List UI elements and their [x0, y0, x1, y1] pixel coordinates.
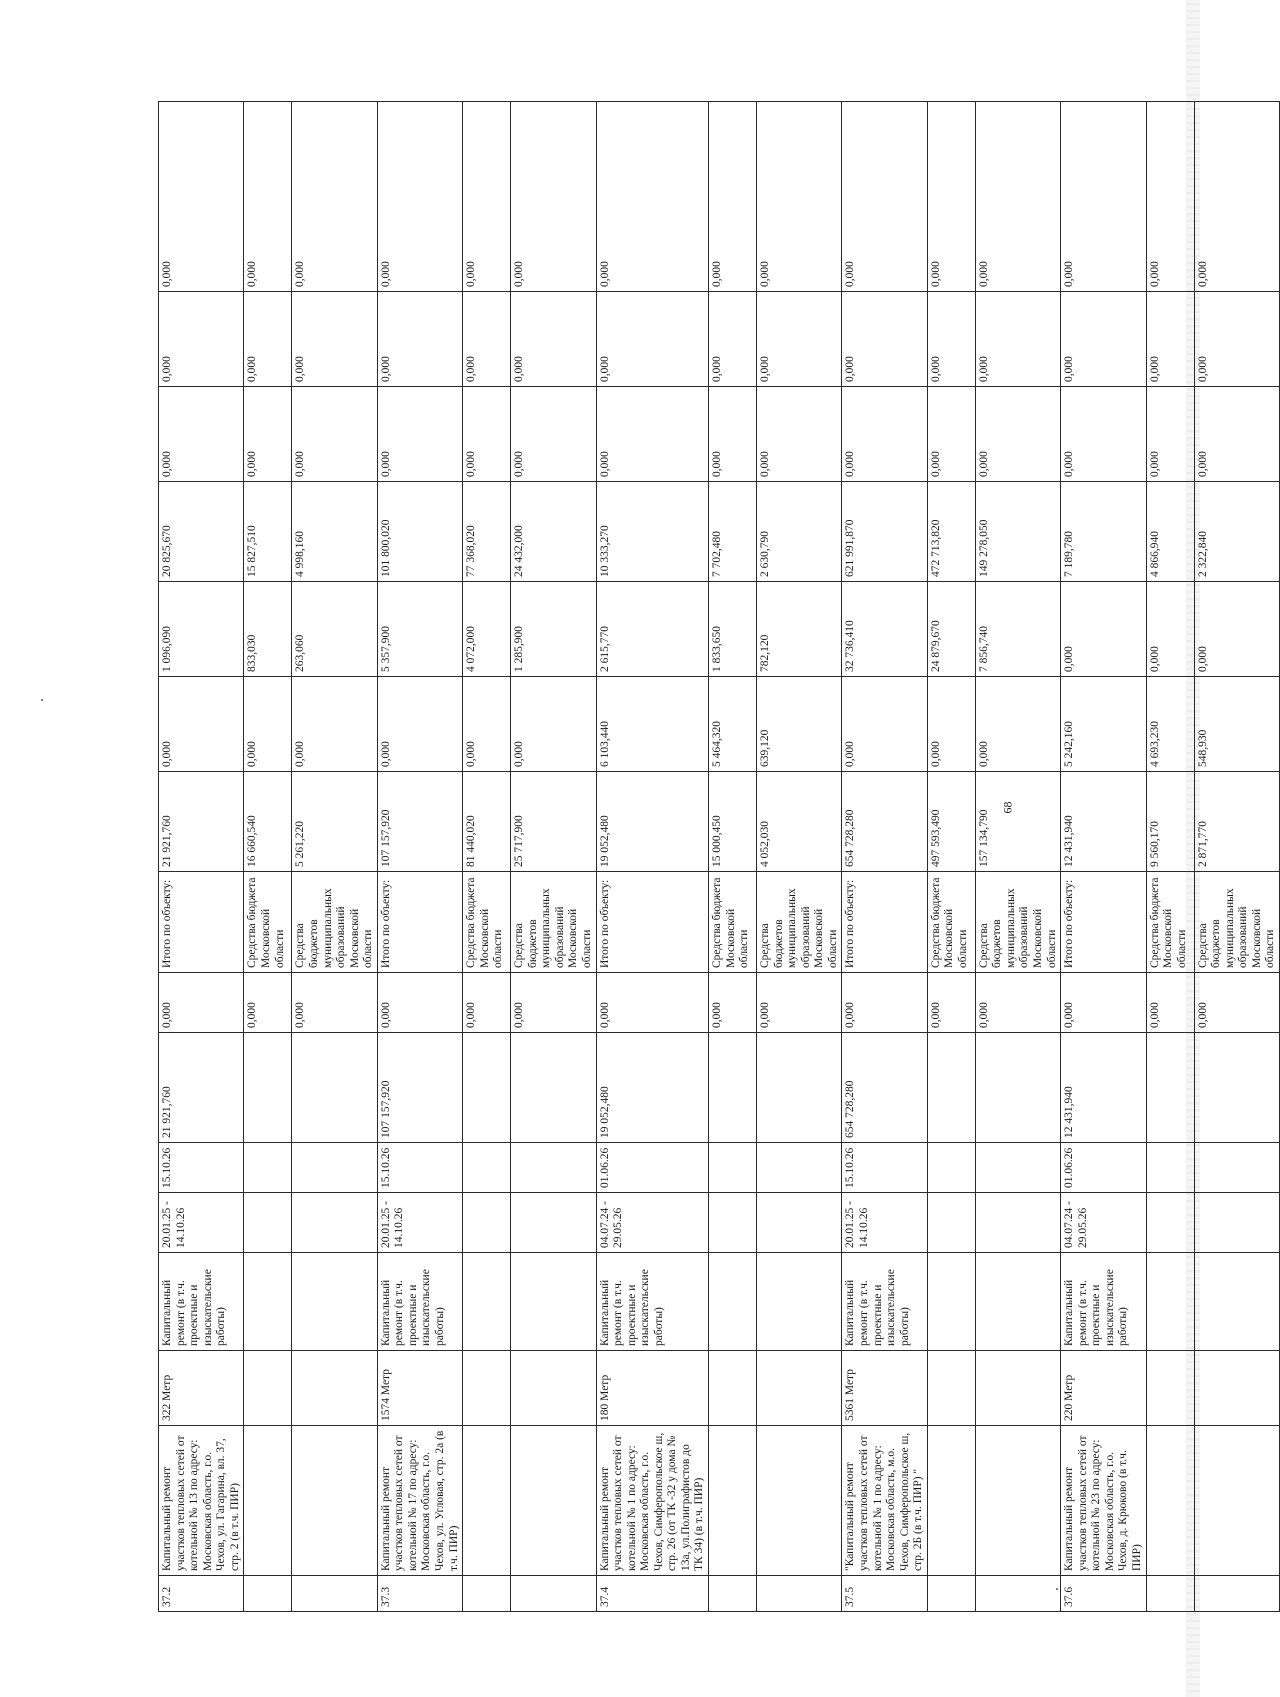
amount-2028: 0,000 — [927, 292, 975, 387]
amount-2027: 0,000 — [709, 387, 757, 482]
amount-2027: 0,000 — [377, 387, 462, 482]
capacity: 220 Метр — [1061, 1351, 1146, 1426]
amount-2025: 0,000 — [1061, 582, 1146, 677]
capacity — [511, 1351, 596, 1426]
amount-2024: 639,120 — [757, 677, 842, 772]
amount-2026: 7 189,780 — [1061, 482, 1146, 582]
object-name — [757, 1426, 842, 1576]
total-amount: 25 717,900 — [511, 772, 596, 872]
amount-2025: 7 856,740 — [975, 582, 1060, 677]
amount-2025: 4 072,000 — [463, 582, 511, 677]
funding-source: Средства бюджетов муниципальных образований Московской области — [1194, 872, 1279, 973]
amount-2028: 0,000 — [244, 292, 292, 387]
amount-2026: 2 630,790 — [757, 482, 842, 582]
table-row — [927, 102, 975, 1612]
table-row — [757, 102, 842, 1612]
remaining-amount: 0,000 — [975, 102, 1060, 292]
remaining-amount: 0,000 — [842, 102, 927, 292]
amount-2028: 0,000 — [1061, 292, 1146, 387]
amount-2027: 0,000 — [1194, 387, 1279, 482]
scan-speck — [41, 699, 43, 701]
work-type: Капитальный ремонт (в т.ч. проектные и изыскательские работы) — [596, 1253, 709, 1351]
funded-amount: 0,000 — [842, 973, 927, 1033]
remaining-amount: 0,000 — [292, 102, 377, 292]
amount-2027: 0,000 — [292, 387, 377, 482]
row-number: 37.5 — [842, 1576, 927, 1612]
amount-2026: 472 713,820 — [927, 482, 975, 582]
amount-2026: 20 825,670 — [159, 482, 244, 582]
commission-date — [244, 1143, 292, 1193]
work-period: 04.07.24 - 29.05.26 — [596, 1193, 709, 1253]
work-type — [244, 1253, 292, 1351]
amount-2024: 0,000 — [842, 677, 927, 772]
commission-date — [927, 1143, 975, 1193]
object-name: Капитальный ремонт участков тепловых сетей от котельной № 13 по адресу: Московская область, г.о. Чехов, ул. Гагарина, вл. 37, стр. 2 (в т.ч. ПИР) — [159, 1426, 244, 1576]
table-row — [709, 102, 757, 1612]
amount-2028: 0,000 — [757, 292, 842, 387]
work-period — [292, 1193, 377, 1253]
capacity: 5361 Метр — [842, 1351, 927, 1426]
funding-source: Итого по объекту: — [377, 872, 462, 973]
rotated-page — [158, 102, 1277, 1612]
funding-source: Средства бюджетов муниципальных образований Московской области — [975, 872, 1060, 973]
remaining-amount: 0,000 — [1194, 102, 1279, 292]
row-number — [1194, 1576, 1279, 1612]
table-body — [159, 102, 1280, 1612]
estimated-cost — [463, 1033, 511, 1143]
funding-source: Средства бюджета Московской области — [709, 872, 757, 973]
amount-2027: 0,000 — [842, 387, 927, 482]
amount-2025: 2 615,770 — [596, 582, 709, 677]
budget-table — [158, 101, 1280, 1612]
estimated-cost — [975, 1033, 1060, 1143]
work-type: Капитальный ремонт (в т.ч. проектные и изыскательские работы) — [1061, 1253, 1146, 1351]
commission-date: 15.10.26 — [842, 1143, 927, 1193]
funded-amount: 0,000 — [377, 973, 462, 1033]
amount-2028: 0,000 — [292, 292, 377, 387]
funded-amount: 0,000 — [159, 973, 244, 1033]
amount-2024: 6 103,440 — [596, 677, 709, 772]
amount-2026: 101 800,020 — [377, 482, 462, 582]
work-period: 20.01.25 - 14.10.26 — [842, 1193, 927, 1253]
amount-2025: 263,060 — [292, 582, 377, 677]
funded-amount: 0,000 — [511, 973, 596, 1033]
funding-source: Средства бюджета Московской области — [927, 872, 975, 973]
amount-2027: 0,000 — [757, 387, 842, 482]
commission-date — [463, 1143, 511, 1193]
total-amount: 19 052,480 — [596, 772, 709, 872]
amount-2027: 0,000 — [463, 387, 511, 482]
estimated-cost — [709, 1033, 757, 1143]
commission-date — [709, 1143, 757, 1193]
total-amount: 4 052,030 — [757, 772, 842, 872]
capacity: 322 Метр — [159, 1351, 244, 1426]
work-period — [757, 1193, 842, 1253]
remaining-amount: 0,000 — [757, 102, 842, 292]
remaining-amount: 0,000 — [1146, 102, 1194, 292]
table-row — [975, 102, 1060, 1612]
row-number — [463, 1576, 511, 1612]
page-number: 68 — [1000, 801, 1015, 814]
remaining-amount: 0,000 — [596, 102, 709, 292]
amount-2024: 5 464,320 — [709, 677, 757, 772]
amount-2026: 10 333,270 — [596, 482, 709, 582]
total-amount: 9 560,170 — [1146, 772, 1194, 872]
row-number — [292, 1576, 377, 1612]
total-amount: 654 728,280 — [842, 772, 927, 872]
estimated-cost — [927, 1033, 975, 1143]
total-amount: 21 921,760 — [159, 772, 244, 872]
remaining-amount: 0,000 — [244, 102, 292, 292]
row-number: 37.4 — [596, 1576, 709, 1612]
capacity — [1146, 1351, 1194, 1426]
amount-2025: 1 096,090 — [159, 582, 244, 677]
work-period — [1194, 1193, 1279, 1253]
object-name — [292, 1426, 377, 1576]
work-type — [463, 1253, 511, 1351]
amount-2027: 0,000 — [1061, 387, 1146, 482]
funded-amount: 0,000 — [1194, 973, 1279, 1033]
estimated-cost — [1194, 1033, 1279, 1143]
amount-2026: 77 368,020 — [463, 482, 511, 582]
capacity: 1574 Метр — [377, 1351, 462, 1426]
work-type — [292, 1253, 377, 1351]
funded-amount: 0,000 — [975, 973, 1060, 1033]
amount-2027: 0,000 — [596, 387, 709, 482]
row-number — [244, 1576, 292, 1612]
capacity — [927, 1351, 975, 1426]
funded-amount: 0,000 — [292, 973, 377, 1033]
remaining-amount: 0,000 — [159, 102, 244, 292]
total-amount: 157 134,790 — [975, 772, 1060, 872]
funding-source: Итого по объекту: — [842, 872, 927, 973]
estimated-cost: 19 052,480 — [596, 1033, 709, 1143]
capacity — [1194, 1351, 1279, 1426]
work-type: Капитальный ремонт (в т.ч. проектные и изыскательские работы) — [159, 1253, 244, 1351]
amount-2028: 0,000 — [1146, 292, 1194, 387]
capacity — [463, 1351, 511, 1426]
object-name — [709, 1426, 757, 1576]
object-name — [927, 1426, 975, 1576]
commission-date — [1146, 1143, 1194, 1193]
total-amount: 107 157,920 — [377, 772, 462, 872]
object-name — [511, 1426, 596, 1576]
work-period — [927, 1193, 975, 1253]
work-type — [1194, 1253, 1279, 1351]
work-period — [463, 1193, 511, 1253]
amount-2028: 0,000 — [842, 292, 927, 387]
work-period — [244, 1193, 292, 1253]
row-number: 37.3 — [377, 1576, 462, 1612]
funded-amount: 0,000 — [709, 973, 757, 1033]
amount-2025: 782,120 — [757, 582, 842, 677]
work-type — [975, 1253, 1060, 1351]
amount-2025: 32 736,410 — [842, 582, 927, 677]
amount-2028: 0,000 — [377, 292, 462, 387]
table-row — [159, 102, 244, 1612]
table-row — [1061, 102, 1146, 1612]
amount-2028: 0,000 — [709, 292, 757, 387]
object-name — [463, 1426, 511, 1576]
amount-2025: 24 879,670 — [927, 582, 975, 677]
table-row — [377, 102, 462, 1612]
amount-2024: 548,930 — [1194, 677, 1279, 772]
estimated-cost: 107 157,920 — [377, 1033, 462, 1143]
amount-2024: 5 242,160 — [1061, 677, 1146, 772]
amount-2027: 0,000 — [927, 387, 975, 482]
amount-2025: 833,030 — [244, 582, 292, 677]
amount-2026: 7 702,480 — [709, 482, 757, 582]
capacity: 180 Метр — [596, 1351, 709, 1426]
table-row — [596, 102, 709, 1612]
total-amount: 81 440,020 — [463, 772, 511, 872]
commission-date: 15.10.26 — [377, 1143, 462, 1193]
remaining-amount: 0,000 — [463, 102, 511, 292]
funded-amount: 0,000 — [463, 973, 511, 1033]
funding-source: Итого по объекту: — [1061, 872, 1146, 973]
funding-source: Средства бюджетов муниципальных образований Московской области — [511, 872, 596, 973]
estimated-cost — [244, 1033, 292, 1143]
amount-2027: 0,000 — [1146, 387, 1194, 482]
work-period — [975, 1193, 1060, 1253]
amount-2027: 0,000 — [159, 387, 244, 482]
total-amount: 16 660,540 — [244, 772, 292, 872]
object-name: Капитальный ремонт участков тепловых сетей от котельной № 1 по адресу: Московская область, г.о. Чехов, Симферопольское ш, стр. 26 (от ТК -32 у дома № 13а, ул.Полиграфистов до ТК 34) (в т.ч. ПИР) — [596, 1426, 709, 1576]
table-row — [292, 102, 377, 1612]
amount-2024: 0,000 — [377, 677, 462, 772]
amount-2025: 0,000 — [1194, 582, 1279, 677]
row-number — [975, 1576, 1060, 1612]
estimated-cost: 21 921,760 — [159, 1033, 244, 1143]
commission-date — [975, 1143, 1060, 1193]
table-row — [463, 102, 511, 1612]
object-name: "Капитальный ремонт участков тепловых сетей от котельной № 1 по адресу: Московская область, м.о. Чехов, Симферопольское ш, стр. 2Б (в т.ч. ПИР) " — [842, 1426, 927, 1576]
amount-2026: 621 991,870 — [842, 482, 927, 582]
estimated-cost — [1146, 1033, 1194, 1143]
capacity — [757, 1351, 842, 1426]
amount-2026: 149 278,050 — [975, 482, 1060, 582]
funding-source: Средства бюджета Московской области — [1146, 872, 1194, 973]
work-type: Капитальный ремонт (в т.ч. проектные и изыскательские работы) — [377, 1253, 462, 1351]
object-name — [975, 1426, 1060, 1576]
amount-2026: 15 827,510 — [244, 482, 292, 582]
work-period — [1146, 1193, 1194, 1253]
total-amount: 2 871,770 — [1194, 772, 1279, 872]
table-row — [1194, 102, 1279, 1612]
amount-2026: 24 432,000 — [511, 482, 596, 582]
estimated-cost: 12 431,940 — [1061, 1033, 1146, 1143]
funded-amount: 0,000 — [596, 973, 709, 1033]
remaining-amount: 0,000 — [511, 102, 596, 292]
commission-date: 15.10.26 — [159, 1143, 244, 1193]
amount-2028: 0,000 — [511, 292, 596, 387]
remaining-amount: 0,000 — [927, 102, 975, 292]
funded-amount: 0,000 — [1146, 973, 1194, 1033]
work-type — [1146, 1253, 1194, 1351]
funding-source: Средства бюджетов муниципальных образований Московской области — [292, 872, 377, 973]
amount-2028: 0,000 — [1194, 292, 1279, 387]
capacity — [292, 1351, 377, 1426]
row-number — [1146, 1576, 1194, 1612]
amount-2024: 0,000 — [975, 677, 1060, 772]
amount-2025: 1 285,900 — [511, 582, 596, 677]
commission-date — [757, 1143, 842, 1193]
funding-source: Итого по объекту: — [596, 872, 709, 973]
amount-2024: 0,000 — [159, 677, 244, 772]
funded-amount: 0,000 — [1061, 973, 1146, 1033]
work-type — [757, 1253, 842, 1351]
work-type — [709, 1253, 757, 1351]
commission-date: 01.06.26 — [1061, 1143, 1146, 1193]
object-name — [1194, 1426, 1279, 1576]
amount-2027: 0,000 — [244, 387, 292, 482]
commission-date: 01.06.26 — [596, 1143, 709, 1193]
funded-amount: 0,000 — [244, 973, 292, 1033]
funding-source: Средства бюджета Московской области — [463, 872, 511, 973]
total-amount: 15 000,450 — [709, 772, 757, 872]
object-name: Капитальный ремонт участков тепловых сетей от котельной № 17 по адресу: Московская область, г.о. Чехов, ул. Угловая, стр. 2а (в т.ч. ПИР) — [377, 1426, 462, 1576]
object-name: Капитальный ремонт участков тепловых сетей от котельной № 23 по адресу: Московская область, г.о. Чехов, д. Крюково (в т.ч. ПИР) — [1061, 1426, 1146, 1576]
amount-2024: 0,000 — [244, 677, 292, 772]
work-type — [511, 1253, 596, 1351]
funded-amount: 0,000 — [927, 973, 975, 1033]
object-name — [244, 1426, 292, 1576]
amount-2025: 0,000 — [1146, 582, 1194, 677]
total-amount: 5 261,220 — [292, 772, 377, 872]
commission-date — [292, 1143, 377, 1193]
work-period: 20.01.25 - 14.10.26 — [377, 1193, 462, 1253]
capacity — [975, 1351, 1060, 1426]
funding-source: Итого по объекту: — [159, 872, 244, 973]
amount-2025: 5 357,900 — [377, 582, 462, 677]
amount-2028: 0,000 — [596, 292, 709, 387]
total-amount: 12 431,940 — [1061, 772, 1146, 872]
funded-amount: 0,000 — [757, 973, 842, 1033]
table-row — [511, 102, 596, 1612]
amount-2027: 0,000 — [511, 387, 596, 482]
table-row — [1146, 102, 1194, 1612]
work-period — [511, 1193, 596, 1253]
table-row — [244, 102, 292, 1612]
row-number — [757, 1576, 842, 1612]
amount-2026: 4 998,160 — [292, 482, 377, 582]
remaining-amount: 0,000 — [1061, 102, 1146, 292]
row-number: 37.6 — [1061, 1576, 1146, 1612]
row-number — [927, 1576, 975, 1612]
amount-2024: 0,000 — [511, 677, 596, 772]
estimated-cost: 654 728,280 — [842, 1033, 927, 1143]
estimated-cost — [757, 1033, 842, 1143]
amount-2024: 0,000 — [463, 677, 511, 772]
commission-date — [1194, 1143, 1279, 1193]
row-number — [709, 1576, 757, 1612]
capacity — [709, 1351, 757, 1426]
amount-2026: 2 322,840 — [1194, 482, 1279, 582]
amount-2025: 1 833,650 — [709, 582, 757, 677]
estimated-cost — [292, 1033, 377, 1143]
funding-source: Средства бюджетов муниципальных образований Московской области — [757, 872, 842, 973]
work-period: 20.01.25 - 14.10.26 — [159, 1193, 244, 1253]
work-type: Капитальный ремонт (в т.ч. проектные и изыскательские работы) — [842, 1253, 927, 1351]
amount-2027: 0,000 — [975, 387, 1060, 482]
row-number: 37.2 — [159, 1576, 244, 1612]
amount-2024: 4 693,230 — [1146, 677, 1194, 772]
amount-2028: 0,000 — [975, 292, 1060, 387]
remaining-amount: 0,000 — [709, 102, 757, 292]
commission-date — [511, 1143, 596, 1193]
object-name — [1146, 1426, 1194, 1576]
capacity — [244, 1351, 292, 1426]
work-period: 04.07.24 - 29.05.26 — [1061, 1193, 1146, 1253]
amount-2024: 0,000 — [292, 677, 377, 772]
estimated-cost — [511, 1033, 596, 1143]
funding-source: Средства бюджета Московской области — [244, 872, 292, 973]
amount-2024: 0,000 — [927, 677, 975, 772]
amount-2028: 0,000 — [463, 292, 511, 387]
total-amount: 497 593,490 — [927, 772, 975, 872]
table-row — [842, 102, 927, 1612]
amount-2026: 4 866,940 — [1146, 482, 1194, 582]
row-number — [511, 1576, 596, 1612]
remaining-amount: 0,000 — [377, 102, 462, 292]
work-period — [709, 1193, 757, 1253]
amount-2028: 0,000 — [159, 292, 244, 387]
work-type — [927, 1253, 975, 1351]
